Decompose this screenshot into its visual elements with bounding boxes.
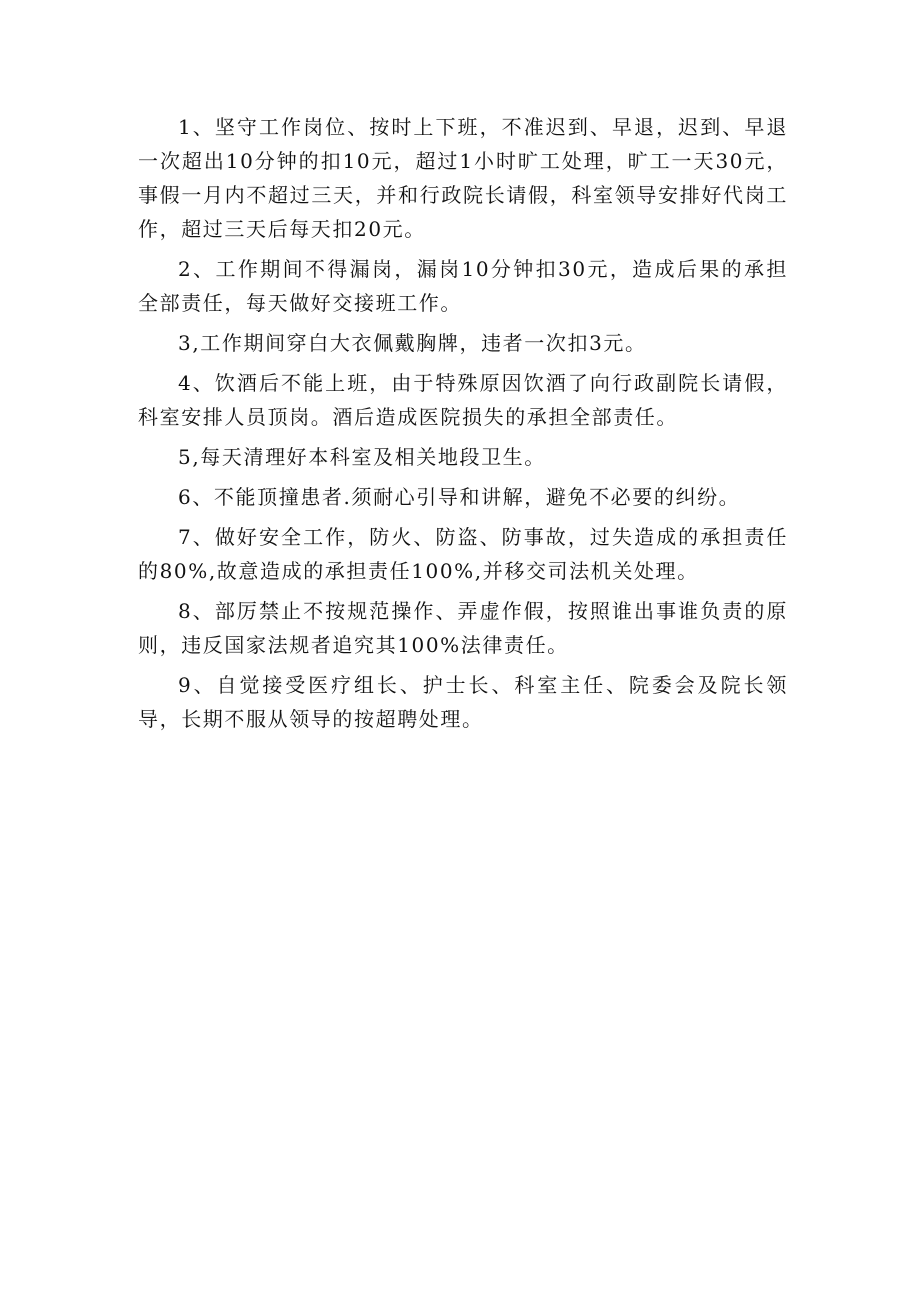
rule-paragraph-1: 1、坚守工作岗位、按时上下班，不准迟到、早退，迟到、早退一次超出10分钟的扣10元，超过1小时旷工处理，旷工一天30元，事假一月内不超过三天，并和行政院长请假，科室领导安排好代岗工作，超过三天后每天扣20元。: [138, 115, 788, 241]
rule-paragraph-9: 9、自觉接受医疗组长、护士长、科室主任、院委会及院长领导，长期不服从领导的按超聘处理。: [138, 673, 788, 731]
rule-paragraph-4: 4、饮酒后不能上班，由于特殊原因饮酒了向行政副院长请假，科室安排人员顶岗。酒后造成医院损失的承担全部责任。: [138, 371, 788, 429]
rule-paragraph-2: 2、工作期间不得漏岗，漏岗10分钟扣30元，造成后果的承担全部责任，每天做好交接班工作。: [138, 257, 788, 315]
rule-paragraph-3: 3,工作期间穿白大衣佩戴胸牌，违者一次扣3元。: [178, 331, 647, 355]
rule-paragraph-8: 8、部厉禁止不按规范操作、弄虚作假，按照谁出事谁负责的原则，违反国家法规者追究其100%法律责任。: [138, 599, 788, 657]
document-body: [138, 110, 788, 742]
rule-paragraph-5: 5,每天清理好本科室及相关地段卫生。: [178, 445, 546, 469]
rule-paragraph-6: 6、不能顶撞患者.须耐心引导和讲解，避免不必要的纠纷。: [178, 485, 741, 509]
rule-paragraph-7: 7、做好安全工作，防火、防盗、防事故，过失造成的承担责任的80%,故意造成的承担责任100%,并移交司法机关处理。: [138, 525, 788, 583]
